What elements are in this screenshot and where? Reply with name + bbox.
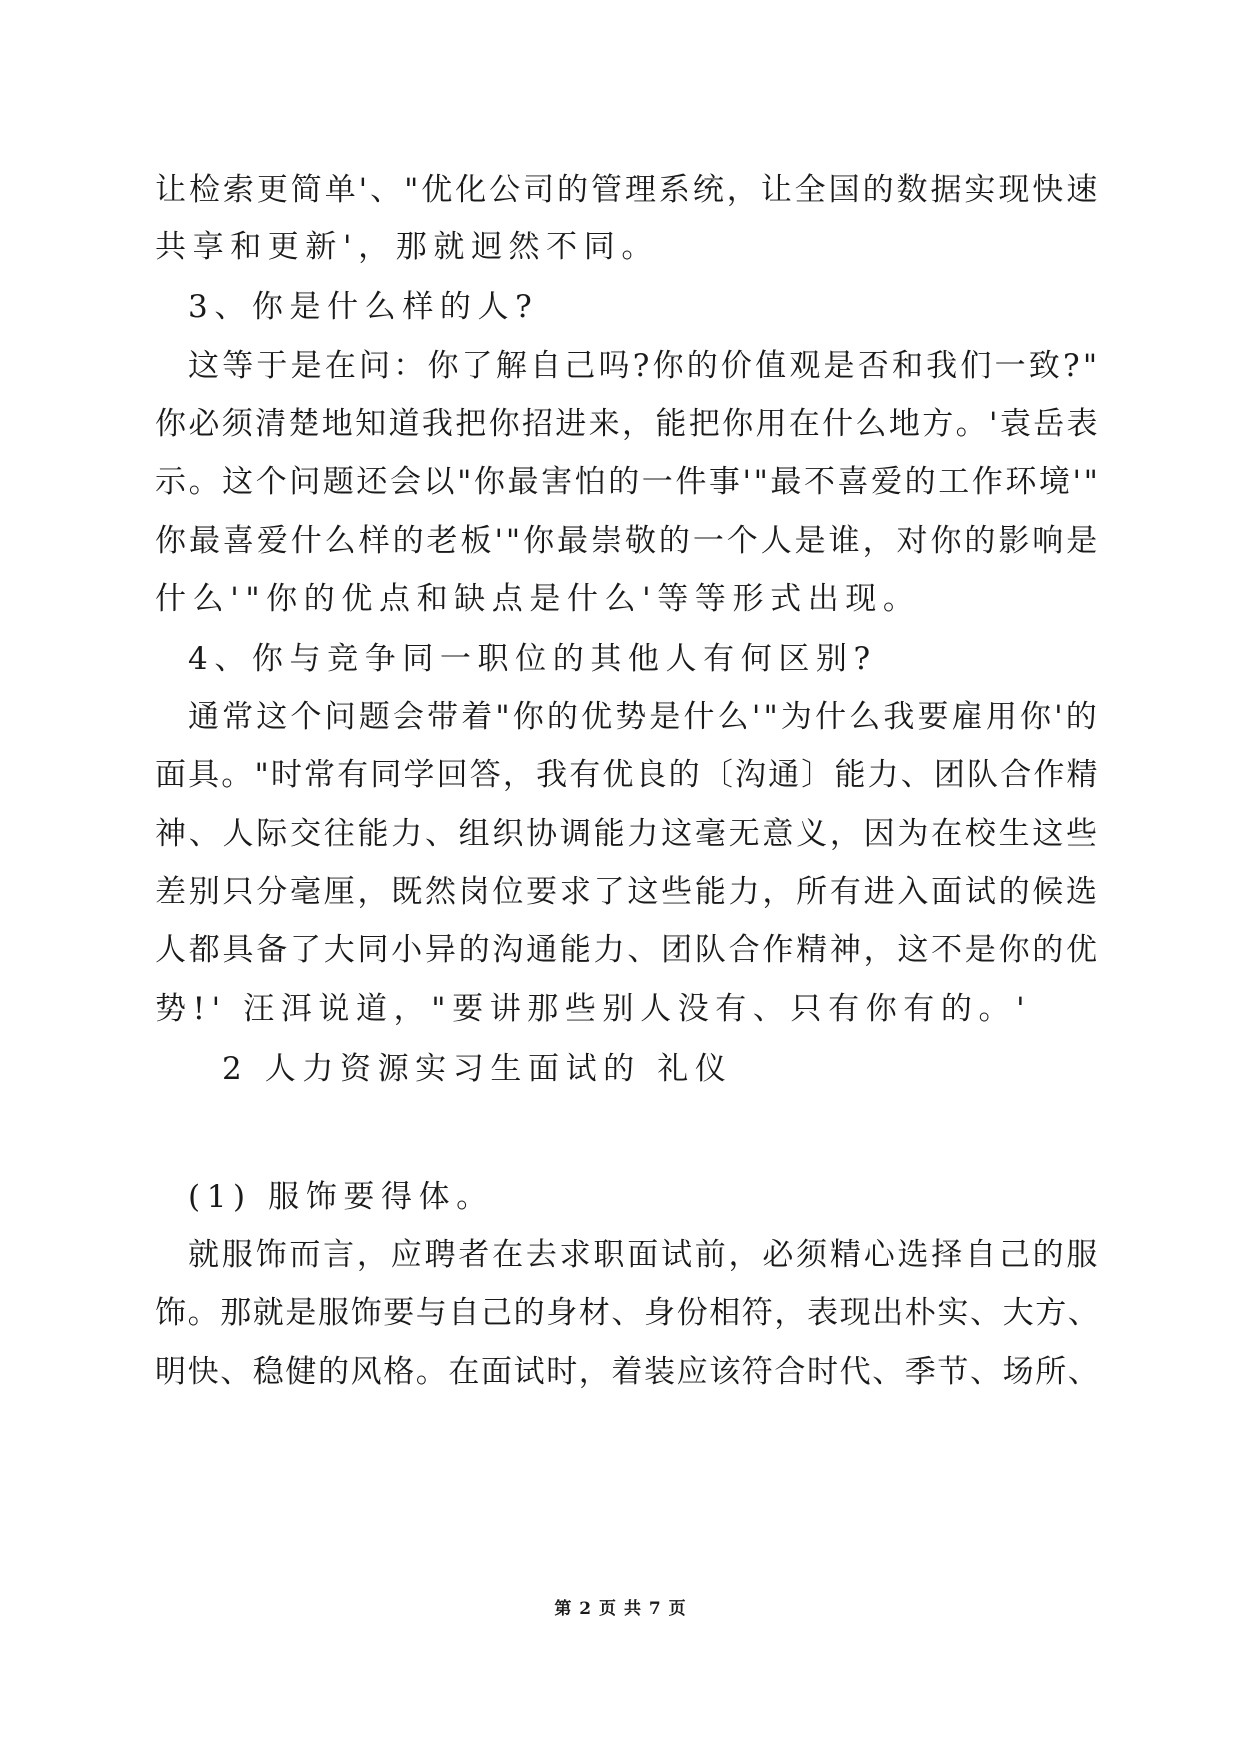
body-text-line: 示。这个问题还会以"你最害怕的一件事'"最不喜爱的工作环境'" <box>155 464 1101 500</box>
body-text-line: 共享和更新'，那就迥然不同。 <box>155 229 659 265</box>
question-heading-4: 4、你与竞争同一职位的其他人有何区别? <box>188 641 877 677</box>
body-text-line: 你最喜爱什么样的老板'"你最崇敬的一个人是谁，对你的影响是 <box>155 523 1101 559</box>
body-text-line: 明快、稳健的风格。在面试时，着装应该符合时代、季节、场所、 <box>155 1354 1101 1390</box>
body-text-line: 人都具备了大同小异的沟通能力、团队合作精神，这不是你的优 <box>155 932 1100 968</box>
body-text-line: 通常这个问题会带着"你的优势是什么'"为什么我要雇用你'的 <box>188 699 1100 735</box>
body-text-line: 差别只分毫厘，既然岗位要求了这些能力，所有进入面试的候选 <box>155 874 1100 910</box>
section-heading: 2 人力资源实习生面试的 礼仪 <box>222 1051 733 1087</box>
body-text-line: 神、人际交往能力、组织协调能力这毫无意义，因为在校生这些 <box>155 816 1100 852</box>
page-number-footer: 第 2 页 共 7 页 <box>554 1599 687 1619</box>
body-text-line: 就服饰而言，应聘者在去求职面试前，必须精心选择自己的服 <box>188 1237 1101 1273</box>
body-text-line: 势!' 汪洱说道，"要讲那些别人没有、只有你有的。' <box>155 991 1032 1027</box>
body-text-line: 面具。"时常有同学回答，我有优良的〔沟通〕能力、团队合作精 <box>155 757 1100 793</box>
body-text-line: 让检索更简单'、"优化公司的管理系统，让全国的数据实现快速 <box>155 172 1101 208</box>
body-text-line: 这等于是在问：你了解自己吗?你的价值观是否和我们一致?" <box>188 348 1101 384</box>
subsection-heading: (1) 服饰要得体。 <box>188 1179 494 1215</box>
body-text-line: 你必须清楚地知道我把你招进来，能把你用在什么地方。'袁岳表 <box>155 406 1100 442</box>
question-heading-3: 3、你是什么样的人? <box>188 289 539 325</box>
body-text-line: 什么'"你的优点和缺点是什么'等等形式出现。 <box>155 581 921 617</box>
body-text-line: 饰。那就是服饰要与自己的身材、身份相符，表现出朴实、大方、 <box>155 1295 1101 1331</box>
